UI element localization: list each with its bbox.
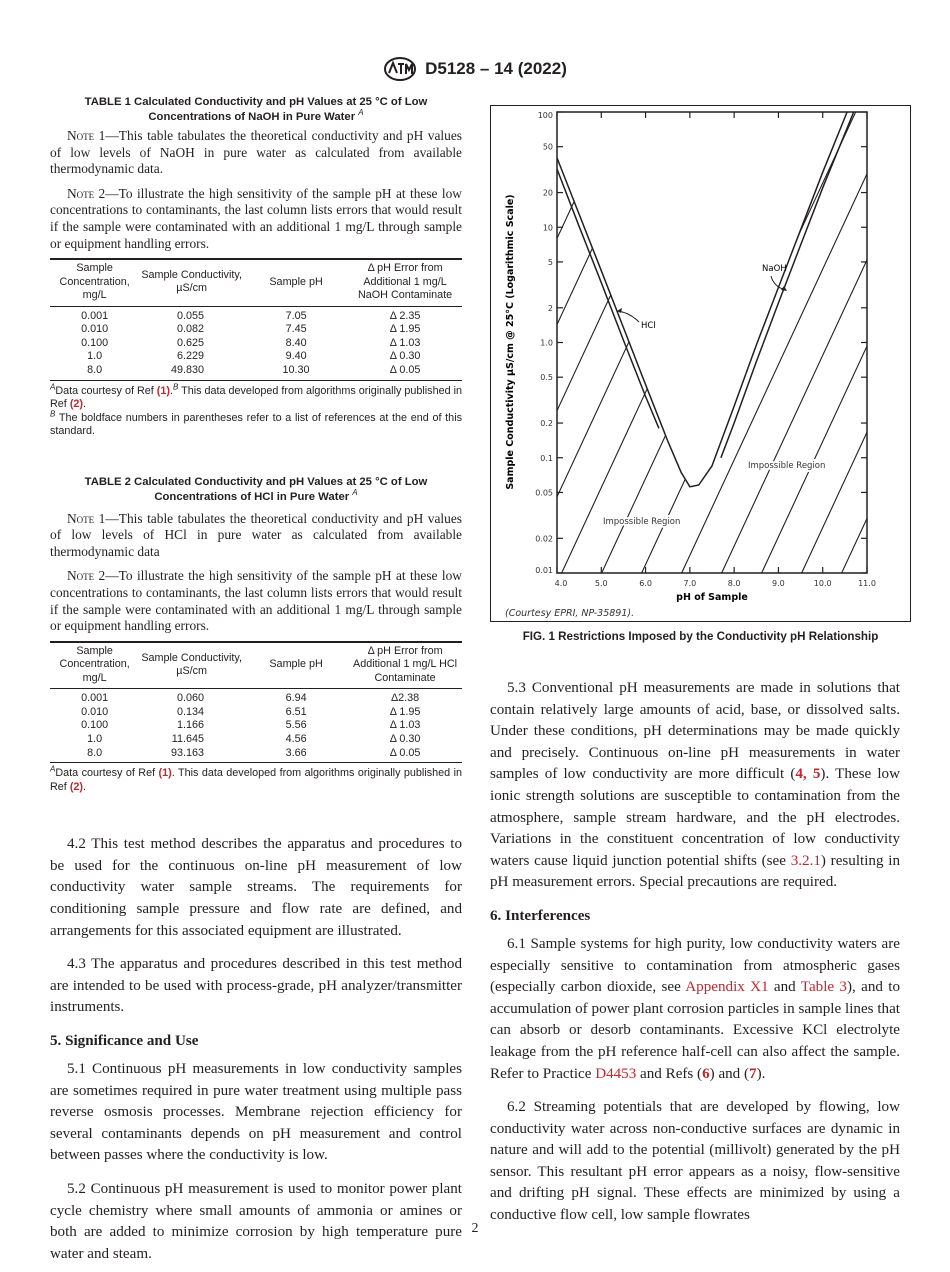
ref-link[interactable]: (1) xyxy=(156,384,170,397)
column-header: Sample Conductivity, µS/cm xyxy=(139,642,244,689)
paragraph-4-2: 4.2 This test method describes the apparatus and procedures to be used for the continuous on-line pH measurement of low conductivity water sample streams. The requirements for conditioning sample pressure and flow rate are defined, and arrangements for this associated equipment are illustrated. xyxy=(50,836,462,939)
x-tick-label: 7.0 xyxy=(683,579,697,588)
table-cell: 4.56 xyxy=(285,733,307,746)
naoh-label: NaOH xyxy=(762,264,787,274)
table-cell: 1.0 xyxy=(87,733,103,746)
table-cell: 0.060 xyxy=(176,692,204,705)
table-cell: 7.45 xyxy=(285,323,307,336)
section-link[interactable]: 3.2.1 xyxy=(790,852,821,869)
ref-link[interactable]: 6 xyxy=(702,1065,710,1082)
hatch-line xyxy=(837,106,910,583)
column-header: Sample pH xyxy=(244,259,348,306)
right-column xyxy=(490,105,911,1227)
x-tick-label: 8.0 xyxy=(727,579,741,588)
table-cell: Δ 0.30 xyxy=(389,350,421,363)
y-tick-label: 2 xyxy=(547,303,553,313)
table-cell: 0.100 xyxy=(81,336,109,349)
page-number: 2 xyxy=(471,1221,479,1236)
table-cell: Δ 1.03 xyxy=(389,336,421,349)
table-cell: 8.40 xyxy=(285,336,307,349)
table-cell: 8.0 xyxy=(50,747,139,763)
table-row xyxy=(50,337,462,351)
table-cell: 93.163 xyxy=(139,747,244,763)
y-tick-label: 0.2 xyxy=(540,419,553,429)
practice-link[interactable]: D4453 xyxy=(595,1065,637,1082)
table-cell: 49.830 xyxy=(139,364,244,380)
table-row xyxy=(50,350,462,364)
table-cell: Δ 0.05 xyxy=(348,364,462,380)
table-cell: Δ 1.95 xyxy=(389,705,421,718)
x-axis-label: pH of Sample xyxy=(676,592,748,603)
table1-note2: Note 2—To illustrate the high sensitivity of the sample pH at these low concentrations to contaminants, the last column lists errors that would result if the sample were contaminated with an additional 1 mg/L through sample or equipment handling errors. xyxy=(50,185,462,251)
table-cell: 0.082 xyxy=(176,323,204,336)
impossible-region-label-left: Impossible Region xyxy=(603,517,681,527)
astm-logo-icon xyxy=(383,56,417,82)
table-cell: 0.001 xyxy=(81,692,109,705)
hatch-line xyxy=(637,106,897,583)
column-header: Δ pH Error from Additional 1 mg/L NaOH Contaminate xyxy=(348,259,462,306)
table-row xyxy=(50,689,462,706)
ref-link[interactable]: (2) xyxy=(69,780,84,793)
left-column xyxy=(50,95,462,1265)
table-row xyxy=(50,719,462,733)
y-tick-label: 20 xyxy=(542,188,553,198)
table-row xyxy=(50,747,462,763)
impossible-region-label-right: Impossible Region xyxy=(748,461,826,471)
table-cell: Δ 1.03 xyxy=(389,719,421,732)
column-header: Δ pH Error from Additional 1 mg/L HCl Contaminate xyxy=(348,642,462,689)
table-cell: 11.645 xyxy=(171,733,204,746)
table-cell: 6.94 xyxy=(285,692,307,705)
table-cell: Δ 1.95 xyxy=(389,323,421,336)
y-tick-label: 50 xyxy=(542,142,553,152)
y-tick-label: 10 xyxy=(542,223,553,233)
y-axis-label: Sample Conductivity µS/cm @ 25°C (Logarithmic Scale) xyxy=(505,194,516,490)
table-cell: Δ 0.30 xyxy=(389,733,421,746)
y-tick-label: 5 xyxy=(547,257,553,267)
y-tick-label: 0.02 xyxy=(535,534,553,544)
table1 xyxy=(50,258,462,380)
paragraph-5-1: 5.1 Continuous pH measurements in low conductivity samples are sometimes required in pure water treatment using multiple pass reverse osmosis processes. Membrane rejection efficiency for several contaminants depends on pH measurement and control between passes where the conductivity is low. xyxy=(50,1061,462,1164)
hatch-line xyxy=(491,106,737,583)
table-cell: 7.05 xyxy=(285,309,307,322)
figure-courtesy: (Courtesy EPRI, NP-35891). xyxy=(505,608,635,619)
ref-link[interactable]: 4, 5 xyxy=(795,766,821,783)
table-cell: 0.134 xyxy=(176,705,204,718)
table-cell: 0.055 xyxy=(176,309,204,322)
table-cell: 0.625 xyxy=(176,336,204,349)
table2 xyxy=(50,641,462,763)
x-tick-label: 11.0 xyxy=(858,579,876,588)
table-cell: 1.166 xyxy=(176,719,204,732)
table-row xyxy=(50,706,462,720)
hatch-line xyxy=(877,106,910,583)
ref-link[interactable]: 7 xyxy=(749,1065,757,1082)
y-tick-label: 0.01 xyxy=(535,566,553,575)
appendix-link[interactable]: Appendix X1 xyxy=(685,979,769,996)
y-tick-label: 0.1 xyxy=(540,453,553,463)
column-header: Sample Concentration, mg/L xyxy=(50,642,139,689)
y-tick-label: 0.5 xyxy=(540,373,553,383)
paragraph-4-3: 4.3 The apparatus and procedures described in this test method are intended to be used with process-grade, pH analyzer/transmitter instruments. xyxy=(50,956,462,1016)
hatch-line xyxy=(797,106,910,583)
table1-footnote-b: $^B$ The boldface numbers in parentheses refer to a list of references at the end of this standard. xyxy=(50,409,462,438)
page-header xyxy=(0,56,950,82)
ref-link[interactable]: (2) xyxy=(69,398,84,411)
ref-link[interactable]: (1) xyxy=(158,767,172,780)
table-cell: Δ 2.35 xyxy=(389,309,421,322)
table-cell: 0.010 xyxy=(81,323,109,336)
x-tick-label: 6.0 xyxy=(639,579,652,588)
table-cell: Δ2.38 xyxy=(390,692,420,705)
table1-note1: Note 1—This table tabulates the theoretical conductivity and pH values of low levels of NaOH in pure water as calculated from available thermodynamic data. xyxy=(50,128,462,177)
section-heading-5: 5. Significance and Use xyxy=(50,1033,199,1049)
y-tick-label: 1.0 xyxy=(540,338,553,348)
table-cell: Δ 0.05 xyxy=(348,747,462,763)
column-header: Sample Concentration, mg/L xyxy=(50,259,139,306)
table-cell: 0.010 xyxy=(81,705,109,718)
x-tick-label: 10.0 xyxy=(813,579,832,588)
y-tick-label: 100 xyxy=(537,111,553,120)
paragraph-6-1: 6.1 Sample systems for high purity, low conductivity waters are especially sensitive to contamination from atmospheric gases (especially carbon dioxide, see Appendix X1 and Table 3), and to accumulation of power plant corrosion particles in sample lines that can absorb or desorb contaminants. Excessive KCl electrolyte leakage from the pH reference half-cell can also affect the sample. Refer to Practice D4453 and Refs (6) and (7). xyxy=(490,935,900,1082)
hatch-line xyxy=(517,106,777,583)
column-header: Sample pH xyxy=(244,642,348,689)
standard-designation: D5128 – 14 (2022) xyxy=(425,59,567,78)
x-tick-label: 4.0 xyxy=(554,579,568,588)
table-cell: 0.001 xyxy=(81,309,109,322)
table-row xyxy=(50,323,462,337)
hcl-label: HCl xyxy=(641,321,656,331)
table-cell: 5.56 xyxy=(285,719,307,732)
conductivity-ph-chart xyxy=(491,106,910,621)
table-cell: 8.0 xyxy=(50,364,139,380)
table-cell: 6.229 xyxy=(176,350,204,363)
column-header: Sample Conductivity, µS/cm xyxy=(139,259,244,306)
table-row xyxy=(50,306,462,323)
x-tick-label: 5.0 xyxy=(594,579,608,588)
table-cell: 3.66 xyxy=(244,747,348,763)
table-cell: 1.0 xyxy=(87,350,103,363)
plot-frame xyxy=(557,112,867,573)
table-cell: 6.51 xyxy=(285,705,307,718)
table2-footnote-a: $^A$Data courtesy of Ref (1). This data developed from algorithms originally published in Ref (2). xyxy=(50,764,462,793)
hatch-line xyxy=(717,106,910,583)
table1-title: TABLE 1 Calculated Conductivity and pH Values at 25 °C of Low Concentrations of NaOH in Pure Water $^A$ xyxy=(84,96,428,123)
paragraph-6-2: 6.2 Streaming potentials that are developed by flowing, low conductivity water across non-conductive surfaces are dynamic in nature and will add to the potential (millivolt) generated by the pH sensor. This resultant pH error appears as a noisy, flow-sensitive and drifting pH signal. These effects are minimized by using a conductive flow cell, low sample flowrates xyxy=(490,1099,900,1224)
figure-1-frame xyxy=(490,105,911,622)
hatch-line xyxy=(557,106,817,583)
series-line-limit xyxy=(557,112,847,487)
table-cell: 10.30 xyxy=(244,364,348,380)
section-heading-6: 6. Interferences xyxy=(490,907,591,924)
hatch-line xyxy=(597,106,857,583)
table-row xyxy=(50,733,462,747)
table-cell: 0.100 xyxy=(81,719,109,732)
paragraph-5-3: 5.3 Conventional pH measurements are made in solutions that contain relatively large amounts of acid, base, or dissolved salts. Under these conditions, pH determinations may be made quickly and precisely. Continuous on-line pH measurements in water samples of low conductivity are more difficult (4, 5). These low ionic strength solutions are susceptible to contamination from the atmosphere, sample stream hardware, and the pH electrodes. Variations in the constituent concentration of low conductivity waters cause liquid junction potential shifts (see 3.2.1) resulting in pH measurement errors. Special precautions are required. xyxy=(490,680,900,891)
series-line-hcl xyxy=(557,169,659,428)
impossible-region-hatching xyxy=(491,106,910,583)
table1-footnote-a: $^A$Data courtesy of Ref (1).$^B$ This data developed from algorithms originally published in Ref (2). xyxy=(50,382,462,411)
table-row xyxy=(50,364,462,380)
table2-note2: Note 2—To illustrate the high sensitivity of the sample pH at these low concentrations to contaminants, the last column lists errors that would result if the sample were contaminated with an additional 1 mg/L through sample or equipment handling errors. xyxy=(50,568,462,634)
x-tick-label: 9.0 xyxy=(772,579,785,588)
series-line-naoh xyxy=(721,112,854,458)
table2-note1: Note 1—This table tabulates the theoretical conductivity and pH values of low levels of HCl in pure water as calculated from available thermodynamic data xyxy=(50,510,462,559)
hatch-line xyxy=(677,106,910,583)
y-tick-label: 0.05 xyxy=(535,488,553,498)
hatch-line xyxy=(757,106,910,583)
paragraph-5-2: 5.2 Continuous pH measurement is used to monitor power plant cycle chemistry where small amounts of ammonia or amines or both are added to minimize corrosion by high temperature pure water and steam. xyxy=(50,1180,462,1262)
figure-1-caption: FIG. 1 Restrictions Imposed by the Conductivity pH Relationship xyxy=(522,630,879,643)
table-cell: 9.40 xyxy=(285,350,307,363)
hatch-line xyxy=(491,106,697,583)
table-link[interactable]: Table 3 xyxy=(800,979,847,996)
table2-title: TABLE 2 Calculated Conductivity and pH Values at 25 °C of Low Concentrations of HCl in Pure Water $^A$ xyxy=(84,475,428,503)
